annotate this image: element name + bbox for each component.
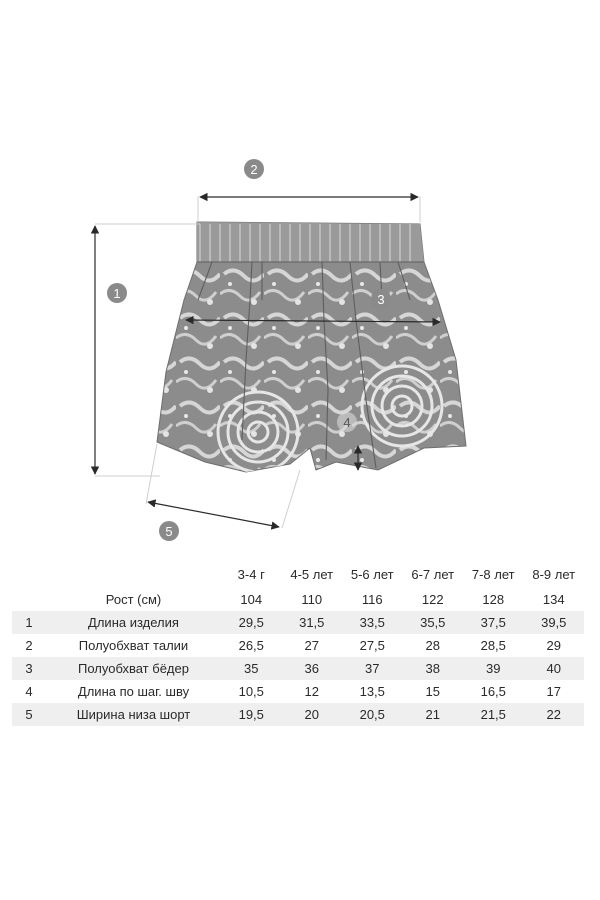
size-label: 5-6 лет	[350, 566, 394, 582]
marker-3-label: 3	[377, 292, 385, 307]
table-cell: 36	[304, 661, 319, 676]
table-cell: 28	[425, 638, 440, 653]
marker-5	[159, 521, 179, 541]
marker-5-label: 5	[165, 524, 173, 539]
size-label: 4-5 лет	[290, 566, 334, 582]
table-row	[12, 680, 584, 703]
height-value: 116	[361, 592, 383, 607]
table-cell: 40	[546, 661, 561, 676]
table-cell: 29	[546, 638, 561, 653]
row-number: 3	[25, 661, 33, 676]
table-cell: 21	[425, 707, 440, 722]
row-label: Полуобхват бёдер	[78, 661, 189, 676]
table-cell: 39,5	[541, 615, 567, 630]
marker-4-label: 4	[343, 415, 351, 430]
row-label: Длина по шаг. шву	[77, 684, 190, 699]
height-value: 110	[301, 592, 323, 607]
marker-1-label: 1	[113, 286, 121, 301]
marker-2-label: 2	[250, 162, 258, 177]
table-cell: 27,5	[359, 638, 385, 653]
table-cell: 29,5	[238, 615, 264, 630]
row-label: Полуобхват талии	[78, 638, 189, 653]
row-number: 5	[25, 707, 33, 722]
table-cell: 39	[486, 661, 501, 676]
table-cell: 31,5	[299, 615, 325, 630]
row-number: 2	[25, 638, 33, 653]
shorts-body	[157, 220, 466, 472]
marker-3	[371, 289, 391, 309]
height-value: 128	[482, 592, 505, 607]
table-cell: 16,5	[480, 684, 506, 699]
table-cell: 26,5	[238, 638, 264, 653]
row-label: Рост (см)	[105, 592, 162, 607]
row-number: 1	[25, 615, 33, 630]
marker-1	[107, 283, 127, 303]
row-label: Длина изделия	[88, 615, 179, 630]
size-label: 6-7 лет	[411, 566, 455, 582]
table-cell: 21,5	[480, 707, 506, 722]
table-cell: 35,5	[420, 615, 446, 630]
height-row	[12, 588, 584, 611]
table-row	[12, 703, 584, 726]
row-label: Ширина низа шорт	[76, 707, 191, 722]
table-cell: 19,5	[238, 707, 264, 722]
table-cell: 12	[304, 684, 319, 699]
table-cell: 22	[546, 707, 561, 722]
marker-4	[337, 412, 357, 432]
marker-2	[244, 159, 264, 179]
table-cell: 27	[304, 638, 319, 653]
table-cell: 37,5	[480, 615, 506, 630]
size-chart-table	[12, 560, 584, 726]
height-value: 104	[240, 592, 263, 607]
table-cell: 33,5	[359, 615, 385, 630]
table-cell: 13,5	[359, 684, 385, 699]
table-cell: 15	[425, 684, 440, 699]
table-cell: 20	[304, 707, 319, 722]
table-cell: 38	[425, 661, 440, 676]
height-value: 122	[421, 592, 444, 607]
row-number: 4	[25, 684, 33, 699]
table-cell: 20,5	[359, 707, 385, 722]
size-label: 3-4 г	[237, 566, 265, 582]
table-cell: 28,5	[480, 638, 506, 653]
table-cell: 10,5	[238, 684, 264, 699]
size-label: 8-9 лет	[532, 566, 576, 582]
table-cell: 35	[244, 661, 259, 676]
height-value: 134	[542, 592, 565, 607]
table-cell: 17	[546, 684, 561, 699]
table-cell: 37	[365, 661, 380, 676]
size-header-row	[12, 560, 584, 588]
table-row	[12, 657, 584, 680]
table-row	[12, 634, 584, 657]
table-row	[12, 611, 584, 634]
size-label: 7-8 лет	[471, 566, 515, 582]
